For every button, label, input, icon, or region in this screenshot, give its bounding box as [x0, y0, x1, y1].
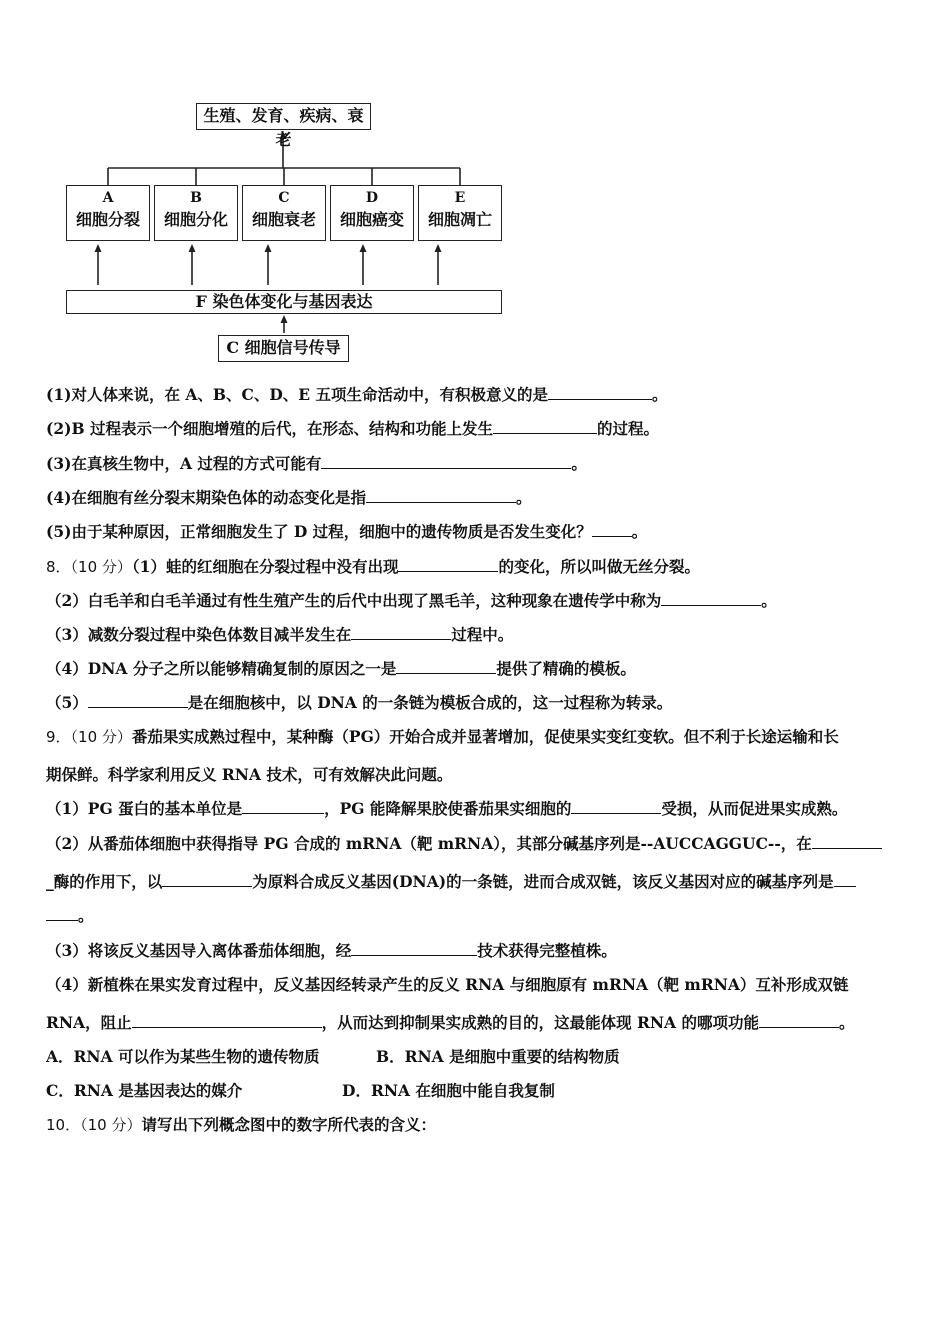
- q9-sub-1-text: （1）PG 蛋白的基本单位是: [46, 799, 243, 818]
- q9-sub-4-line-2: [46, 1012, 906, 1034]
- option-a[interactable]: A．RNA 可以作为某些生物的遗传物质: [46, 1047, 320, 1066]
- box-b-name: 细胞分化: [163, 210, 228, 229]
- q7-item-3-text: (3)在真核生物中，A 过程的方式可能有: [46, 454, 322, 473]
- concept-diagram: [0, 0, 950, 380]
- q8-line-3-text: （3）减数分裂过程中染色体数目减半发生在: [46, 625, 352, 644]
- q7-item-3: [46, 453, 906, 475]
- answer-blank[interactable]: [812, 833, 882, 849]
- answer-blank[interactable]: [396, 658, 496, 674]
- answer-blank[interactable]: [571, 798, 661, 814]
- q10-number: 10．（10 分）: [46, 1116, 142, 1134]
- q7-item-5-end: 。: [631, 522, 648, 541]
- q10-text: 请写出下列概念图中的数字所代表的含义：: [141, 1115, 436, 1134]
- q9-sub-2-end: 。: [78, 906, 94, 925]
- answer-blank[interactable]: [351, 940, 477, 956]
- q8-line-3: [46, 624, 906, 646]
- q7-item-4: [46, 487, 906, 509]
- answer-blank[interactable]: [592, 521, 632, 537]
- q9-sub-4-end: 。: [838, 1013, 855, 1032]
- q8-line-2-text: （2）白毛羊和白毛羊通过有性生殖产生的后代中出现了黑毛羊，这种现象在遗传学中称为: [46, 591, 662, 610]
- q8-line-5: [46, 692, 906, 714]
- q9-sub-3-text: （3）将该反义基因导入离体番茄体细胞，经: [46, 941, 352, 960]
- option-c[interactable]: C．RNA 是基因表达的媒介: [46, 1081, 243, 1100]
- q7-item-2-end: 的过程。: [596, 419, 659, 438]
- q9-options-row-1: [46, 1046, 906, 1068]
- box-a: [66, 185, 150, 241]
- q9-sub-2-line-2: [46, 871, 906, 893]
- box-b-letter: B: [190, 190, 202, 206]
- q8-line-1-text: （1）蛙的红细胞在分裂过程中没有出现: [131, 557, 399, 576]
- answer-blank[interactable]: [548, 384, 652, 400]
- answer-blank[interactable]: [242, 798, 324, 814]
- box-c-name: 细胞衰老: [251, 210, 316, 229]
- q9-sub-1-end: 受损，从而促进果实成熟。: [661, 799, 848, 818]
- q8-line-4-text: （4）DNA 分子之所以能够精确复制的原因之一是: [46, 659, 397, 678]
- q8-line-2: [46, 590, 906, 612]
- q7-item-4-text: (4)在细胞有丝分裂末期染色体的动态变化是指: [46, 488, 366, 507]
- q9-sub-2-line-3: [46, 905, 906, 927]
- q9-options-row-2: [46, 1080, 906, 1102]
- q7-item-5: [46, 521, 906, 543]
- q7-item-4-end: 。: [515, 488, 532, 507]
- box-a-letter: A: [102, 190, 114, 206]
- q7-item-1-end: 。: [651, 385, 668, 404]
- q9-sub-2-mid: 为原料合成反义基因(DNA)的一条链，进而合成双链，该反义基因对应的碱基序列是: [252, 872, 834, 891]
- box-c-letter: C: [278, 190, 290, 206]
- answer-blank[interactable]: [661, 590, 761, 606]
- q9-sub-4-mid: ，从而达到抑制果实成熟的目的，这最能体现 RNA 的哪项功能: [321, 1013, 759, 1032]
- box-g: C 细胞信号传导: [218, 335, 349, 362]
- q8-line-4-end: 提供了精确的模板。: [496, 659, 636, 678]
- q8-line-4: [46, 658, 906, 680]
- box-e-name: 细胞凋亡: [427, 210, 492, 229]
- q9-intro-2: 期保鲜。科学家利用反义 RNA 技术，可有效解决此问题。: [46, 765, 453, 784]
- q9-sub-1-mid: ，PG 能降解果胶使番茄果实细胞的: [324, 799, 572, 818]
- q7-item-3-end: 。: [571, 454, 587, 473]
- q9-intro-1: [46, 726, 906, 748]
- box-d-letter: D: [365, 190, 379, 206]
- q7-item-2-text: (2)B 过程表示一个细胞增殖的后代，在形态、结构和功能上发生: [46, 419, 493, 438]
- box-d: [330, 185, 414, 241]
- q8-line-2-end: 。: [761, 591, 777, 610]
- q9-intro-1-text: 番茄果实成熟过程中，某种酶（PG）开始合成并显著增加，促使果实变红变软。但不利于长途运输和长: [131, 727, 839, 746]
- q9-sub-4-text: RNA，阻止: [46, 1013, 132, 1032]
- answer-blank[interactable]: [398, 556, 498, 572]
- answer-blank[interactable]: [366, 487, 516, 503]
- q8-number: 8．（10 分）: [46, 558, 132, 576]
- q9-sub-2-line-1: [46, 833, 906, 855]
- box-c: [242, 185, 326, 241]
- q9-sub-2-enzyme: _酶的作用下，以: [46, 872, 163, 891]
- q9-sub-4-line-1: （4）新植株在果实发育过程中，反义基因经转录产生的反义 RNA 与细胞原有 mRNA（靶 mRNA）互补形成双链: [46, 975, 849, 994]
- box-e-letter: E: [454, 190, 466, 206]
- answer-blank[interactable]: [132, 1012, 322, 1028]
- q8-line-3-end: 过程中。: [451, 625, 514, 644]
- answer-blank[interactable]: [493, 418, 597, 434]
- q8-line-5-end: 是在细胞核中，以 DNA 的一条链为模板合成的，这一过程称为转录。: [187, 693, 673, 712]
- box-a-name: 细胞分裂: [75, 210, 140, 229]
- box-f: F 染色体变化与基因表达: [66, 290, 502, 314]
- q7-item-1: [46, 384, 906, 406]
- answer-blank[interactable]: [351, 624, 451, 640]
- box-d-name: 细胞癌变: [339, 210, 404, 229]
- answer-blank[interactable]: [321, 453, 571, 469]
- answer-blank[interactable]: [162, 871, 252, 887]
- box-b: [154, 185, 238, 241]
- answer-blank[interactable]: [88, 692, 188, 708]
- box-e: [418, 185, 502, 241]
- q7-item-5-text: (5)由于某种原因，正常细胞发生了 D 过程，细胞中的遗传物质是否发生变化？: [46, 522, 592, 541]
- option-b[interactable]: B．RNA 是细胞中重要的结构物质: [376, 1047, 620, 1066]
- q9-sub-1: [46, 798, 906, 820]
- q8-line-5-text: （5）: [46, 693, 88, 712]
- q9-sub-2-text: （2）从番茄体细胞中获得指导 PG 合成的 mRNA（靶 mRNA），其部分碱基序列是--AUCCAGGUC--，在: [46, 834, 812, 853]
- answer-blank[interactable]: [834, 871, 856, 887]
- q10-line: [46, 1114, 906, 1136]
- q9-number: 9．（10 分）: [46, 728, 132, 746]
- option-d[interactable]: D．RNA 在细胞中能自我复制: [342, 1081, 555, 1100]
- q7-item-2: [46, 418, 906, 440]
- answer-blank[interactable]: [759, 1012, 839, 1028]
- outcome-box: 生殖、发育、疾病、衰老: [196, 103, 371, 130]
- answer-blank[interactable]: [46, 905, 78, 921]
- q9-sub-3-end: 技术获得完整植株。: [477, 941, 617, 960]
- q9-sub-3: [46, 940, 906, 962]
- q8-line-1-end: 的变化，所以叫做无丝分裂。: [498, 557, 700, 576]
- q7-item-1-text: (1)对人体来说，在 A、B、C、D、E 五项生命活动中，有积极意义的是: [46, 385, 548, 404]
- q8-line-1: [46, 556, 906, 578]
